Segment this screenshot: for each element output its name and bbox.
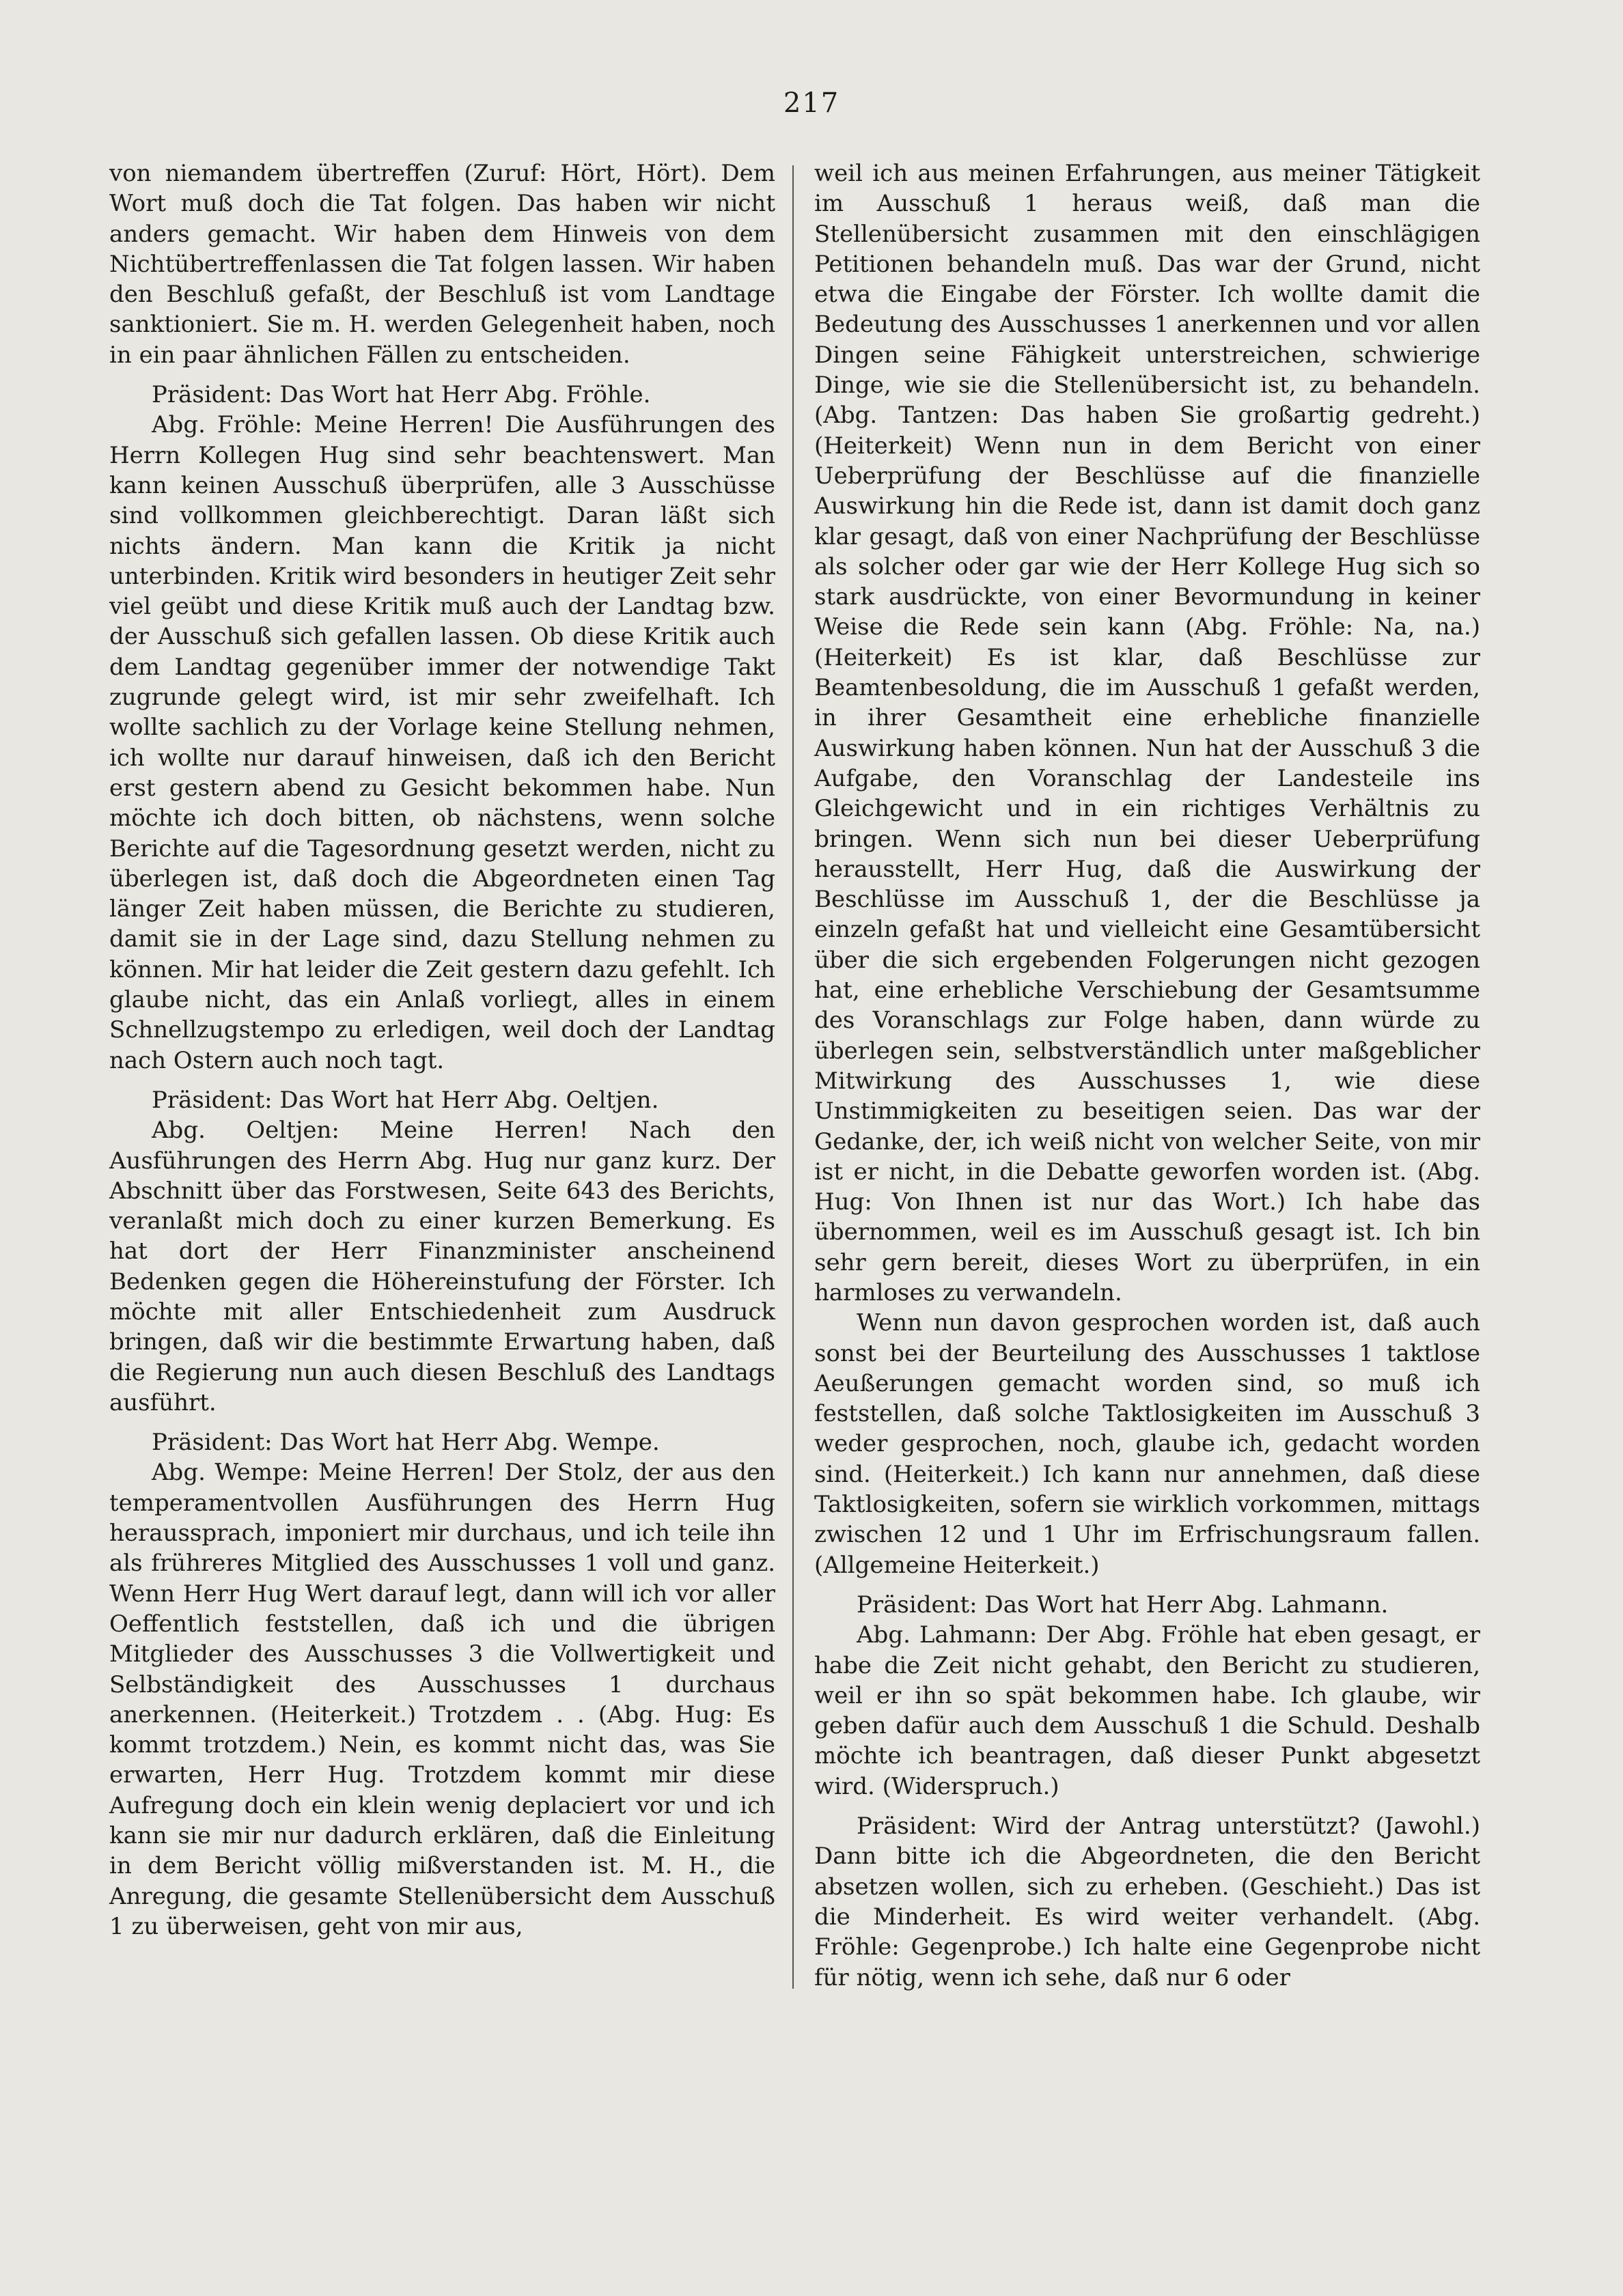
paragraph: Präsident: Das Wort hat Herr Abg. Wempe. [152, 1429, 660, 1457]
paragraph: Abg. Oeltjen: Meine Herren! Nach den Ausführungen des Herrn Abg. Hug nur ganz kurz. Der Abschnitt über das Forstwesen, Seite 643 des Berichts, veranlaßt mich doch zu einer kurzen Bemerkung. Es hat dort der Herr Finanzminister anscheinend Bedenken gegen die Höhereinstufung der Förster. Ich möchte mit aller Entschiedenheit zum Ausdruck bringen, daß wir die bestimmte Erwartung haben, daß die Regierung nun auch diesen Beschluß des Landtags ausführt. [109, 1117, 775, 1416]
column-divider [792, 165, 794, 1989]
paragraph: Präsident: Wird der Antrag unterstützt? (Jawohl.) Dann bitte ich die Abgeordneten, die den Bericht absetzen wollen, sich zu erheben. (Geschieht.) Das ist die Minderheit. Es wird weiter verhandelt. (Abg. Fröhle: Gegenprobe.) Ich halte eine Gegenprobe nicht für nötig, wenn ich sehe, daß nur 6 oder [814, 1812, 1480, 1991]
paragraph: Wenn nun davon gesprochen worden ist, daß auch sonst bei der Beurteilung des Ausschusses 1 taktlose Aeußerungen gemacht worden sind, so muß ich feststellen, daß solche Taktlosigkeiten im Ausschuß 3 weder gesprochen, noch, glaube ich, gedacht worden sind. (Heiterkeit.) Ich kann nur annehmen, daß diese Taktlosigkeiten, sofern sie wirklich vorkommen, mittags zwischen 12 und 1 Uhr im Erfrischungsraum fallen. (Allgemeine Heiterkeit.) [814, 1309, 1480, 1579]
paragraph: Präsident: Das Wort hat Herr Abg. Fröhle. [152, 381, 651, 409]
left-column [109, 158, 775, 1942]
paragraph: von niemandem übertreffen (Zuruf: Hört, Hört). Dem Wort muß doch die Tat folgen. Das haben wir nicht anders gemacht. Wir haben dem Hinweis von dem Nichtübertreffenlassen die Tat folgen lassen. Wir haben den Beschluß gefaßt, der Beschluß ist vom Landtage sanktioniert. Sie m. H. werden Gelegenheit haben, noch in ein paar ähnlichen Fällen zu entscheiden. [109, 160, 775, 369]
page-number: 217 [783, 87, 840, 119]
paragraph: Abg. Wempe: Meine Herren! Der Stolz, der aus den temperamentvollen Ausführungen des Herrn Hug heraussprach, imponiert mir durchaus, und ich teile ihn als frühreres Mitglied des Ausschusses 1 voll und ganz. Wenn Herr Hug Wert darauf legt, dann will ich vor aller Oeffentlich feststellen, daß ich und die übrigen Mitglieder des Ausschusses 3 die Vollwertigkeit und Selbständigkeit des Ausschusses 1 durchaus anerkennen. (Heiterkeit.) Trotzdem . . (Abg. Hug: Es kommt trotzdem.) Nein, es kommt nicht das, was Sie erwarten, Herr Hug. Trotzdem kommt mir diese Aufregung doch ein klein wenig deplaciert vor und ich kann sie mir nur dadurch erklären, daß die Einleitung in dem Bericht völlig mißverstanden ist. M. H., die Anregung, die gesamte Stellenübersicht dem Ausschuß 1 zu überweisen, geht von mir aus, [109, 1459, 775, 1940]
paragraph: weil ich aus meinen Erfahrungen, aus meiner Tätigkeit im Ausschuß 1 heraus weiß, daß man die Stellenübersicht zusammen mit den einschlägigen Petitionen behandeln muß. Das war der Grund, nicht etwa die Eingabe der Förster. Ich wollte damit die Bedeutung des Ausschusses 1 anerkennen und vor allen Dingen seine Fähigkeit unterstreichen, schwierige Dinge, wie sie die Stellenübersicht ist, zu behandeln. (Abg. Tantzen: Das haben Sie großartig gedreht.) (Heiterkeit) Wenn nun in dem Bericht von einer Ueberprüfung der Beschlüsse auf die finanzielle Auswirkung hin die Rede ist, dann ist damit doch ganz klar gesagt, daß von einer Nachprüfung der Beschlüsse als solcher oder gar wie der Herr Kollege Hug sich so stark ausdrückte, von einer Bevormundung in keiner Weise die Rede sein kann (Abg. Fröhle: Na, na.) (Heiterkeit) Es ist klar, daß Beschlüsse zur Beamtenbesoldung, die im Ausschuß 1 gefaßt werden, in ihrer Gesamtheit eine erhebliche finanzielle Auswirkung haben können. Nun hat der Ausschuß 3 die Aufgabe, den Voranschlag der Landesteile ins Gleichgewicht und in ein richtiges Verhältnis zu bringen. Wenn sich nun bei dieser Ueberprüfung herausstellt, Herr Hug, daß die Auswirkung der Beschlüsse im Ausschuß 1, der die Beschlüsse ja einzeln gefaßt hat und vielleicht eine Gesamtübersicht über die sich ergebenden Folgerungen nicht gezogen hat, eine erhebliche Verschiebung der Gesamtsumme des Voranschlags zur Folge haben, dann würde zu überlegen sein, selbstverständlich unter maßgeblicher Mitwirkung des Ausschusses 1, wie diese Unstimmigkeiten zu beseitigen seien. Das war der Gedanke, der, ich weiß nicht von welcher Seite, von mir ist er nicht, in die Debatte geworfen worden ist. (Abg. Hug: Von Ihnen ist nur das Wort.) Ich habe das übernommen, weil es im Ausschuß gesagt ist. Ich bin sehr gern bereit, dieses Wort zu überprüfen, in ein harmloses zu verwandeln. [814, 160, 1480, 1306]
right-column [814, 158, 1480, 1993]
paragraph: Abg. Lahmann: Der Abg. Fröhle hat eben gesagt, er habe die Zeit nicht gehabt, den Bericht zu studieren, weil er ihn so spät bekommen habe. Ich glaube, wir geben dafür auch dem Ausschuß 1 die Schuld. Deshalb möchte ich beantragen, daß dieser Punkt abgesetzt wird. (Widerspruch.) [814, 1621, 1480, 1800]
paragraph: Präsident: Das Wort hat Herr Abg. Lahmann. [857, 1591, 1389, 1619]
paragraph: Abg. Fröhle: Meine Herren! Die Ausführungen des Herrn Kollegen Hug sind sehr beachtenswert. Man kann keinen Ausschuß überprüfen, alle 3 Ausschüsse sind vollkommen gleichberechtigt. Daran läßt sich nichts ändern. Man kann die Kritik ja nicht unterbinden. Kritik wird besonders in heutiger Zeit sehr viel geübt und diese Kritik muß auch der Landtag bzw. der Ausschuß sich gefallen lassen. Ob diese Kritik auch dem Landtag gegenüber immer der notwendige Takt zugrunde gelegt wird, ist mir sehr zweifelhaft. Ich wollte sachlich zu der Vorlage keine Stellung nehmen, ich wollte nur darauf hinweisen, daß ich den Bericht erst gestern abend zu Gesicht bekommen habe. Nun möchte ich doch bitten, ob nächstens, wenn solche Berichte auf die Tagesordnung gesetzt werden, nicht zu überlegen ist, daß doch die Abgeordneten einen Tag länger Zeit haben müssen, die Berichte zu studieren, damit sie in der Lage sind, dazu Stellung nehmen zu können. Mir hat leider die Zeit gestern dazu gefehlt. Ich glaube nicht, das ein Anlaß vorliegt, alles in einem Schnellzugstempo zu erledigen, weil doch der Landtag nach Ostern auch noch tagt. [109, 411, 775, 1074]
paragraph: Präsident: Das Wort hat Herr Abg. Oeltjen. [152, 1086, 659, 1114]
